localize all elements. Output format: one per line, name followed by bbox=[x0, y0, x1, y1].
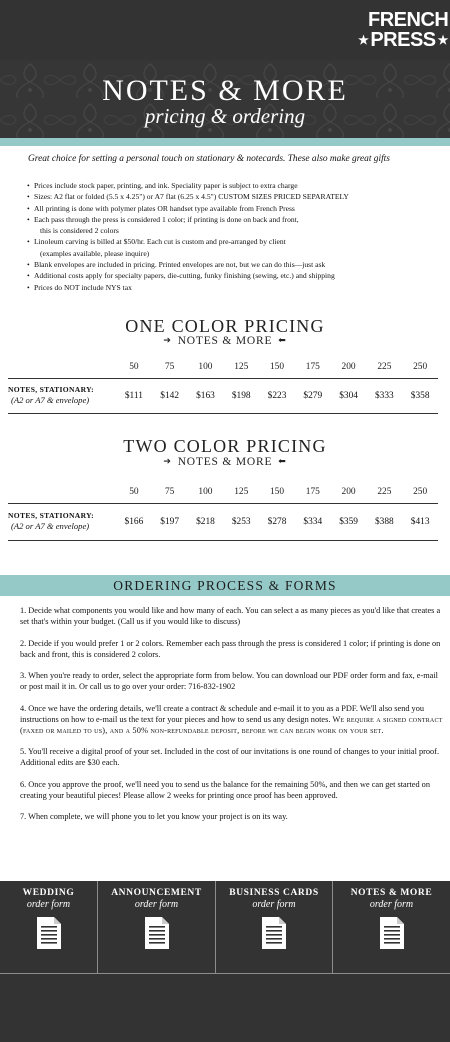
quantity-header: 50 bbox=[129, 487, 139, 497]
two-color-row-label bbox=[8, 510, 94, 532]
quantity-header: 225 bbox=[377, 487, 392, 497]
step-6: 6. Once you approve the proof, we'll need you to send us the balance for the remaining 50%, and then we can get started on creating your beautiful pieces! Please allow 2 weeks for printing once proof has been approved. bbox=[20, 779, 430, 800]
price-cell: $359 bbox=[339, 517, 358, 527]
quantity-header: 50 bbox=[129, 362, 139, 372]
table-rule bbox=[8, 540, 438, 541]
row-label-sub: (A2 or A7 & envelope) bbox=[11, 521, 90, 531]
list-item: • Prices include stock paper, printing, and ink. Speciality paper is subject to extra charge bbox=[27, 180, 443, 191]
quantity-header: 250 bbox=[413, 487, 428, 497]
form-name: BUSINESS CARDS bbox=[229, 888, 319, 898]
arrow-right-icon: ➔ bbox=[163, 336, 172, 346]
price-cell: $197 bbox=[160, 517, 180, 527]
logo-line-2: PRESS bbox=[370, 29, 436, 51]
header-banner bbox=[0, 0, 450, 138]
logo-line-1: FRENCH bbox=[368, 9, 449, 31]
list-item-continued: (examples available, please inquire) bbox=[40, 248, 150, 258]
ordering-title: ORDERING PROCESS & FORMS bbox=[0, 575, 450, 596]
quantity-header: 75 bbox=[164, 362, 175, 372]
two-color-title: TWO COLOR PRICING bbox=[123, 436, 327, 456]
two-color-quantities bbox=[116, 487, 438, 497]
details-list bbox=[27, 180, 443, 293]
french-press-logo bbox=[358, 9, 449, 51]
two-color-prices bbox=[116, 517, 438, 527]
price-cell: $388 bbox=[374, 517, 394, 527]
page-subtitle: pricing & ordering bbox=[144, 104, 306, 128]
quantity-header: 150 bbox=[269, 362, 285, 372]
table-rule bbox=[8, 413, 438, 414]
notes-and-more-order-form-link[interactable] bbox=[333, 881, 450, 973]
teal-divider bbox=[0, 138, 450, 146]
price-cell: $358 bbox=[410, 391, 430, 401]
price-cell: $333 bbox=[374, 391, 394, 401]
form-sub: order form bbox=[369, 899, 414, 910]
list-item: • Additional costs apply for specialty papers, die-cutting, funky finishing (sewing, etc.) and shipping bbox=[27, 270, 443, 281]
quantity-header: 100 bbox=[198, 487, 213, 497]
list-item: • Prices do NOT include NYS tax bbox=[27, 282, 443, 293]
document-icon bbox=[144, 916, 170, 950]
one-color-row-label bbox=[8, 384, 94, 406]
quantity-header: 250 bbox=[413, 362, 428, 372]
star-icon: ★ bbox=[437, 33, 448, 47]
list-item: • Blank envelopes are included in pricing. Printed envelopes are not, but we can do this—just ask bbox=[27, 259, 443, 270]
form-sub: order form bbox=[26, 899, 71, 910]
list-item-continued: this is considered 2 colors bbox=[40, 226, 119, 236]
form-name: NOTES & MORE bbox=[350, 888, 433, 898]
price-cell: $111 bbox=[124, 391, 143, 401]
order-forms-footer bbox=[0, 881, 450, 1042]
price-cell: $166 bbox=[124, 517, 144, 527]
arrow-right-icon: ➔ bbox=[163, 457, 172, 467]
two-color-subtitle-text: NOTES & MORE bbox=[177, 456, 273, 468]
arrow-left-icon: ⬅ bbox=[278, 336, 287, 346]
one-color-title: ONE COLOR PRICING bbox=[125, 316, 325, 336]
business-cards-order-form-link[interactable] bbox=[216, 881, 333, 973]
quantity-header: 125 bbox=[234, 487, 249, 497]
step-2: 2. Decide if you would prefer 1 or 2 colors. Remember each pass through the press is considered 1 color; if printing is done on back and front, this is considered 2 colors. bbox=[20, 638, 441, 659]
quantity-header: 175 bbox=[305, 487, 320, 497]
price-cell: $198 bbox=[231, 391, 251, 401]
document-icon bbox=[379, 916, 405, 950]
row-label-main: NOTES, STATIONARY: bbox=[8, 511, 95, 520]
ordering-steps bbox=[20, 605, 445, 833]
price-cell: $279 bbox=[303, 391, 323, 401]
quantity-header: 75 bbox=[164, 487, 175, 497]
quantity-header: 100 bbox=[198, 362, 213, 372]
step-5: 5. You'll receive a digital proof of your set. Included in the cost of our invitations is one round of changes to your initial proof. Additional edits are $30 each. bbox=[20, 747, 440, 767]
form-name: WEDDING bbox=[22, 888, 75, 898]
quantity-header: 200 bbox=[341, 487, 356, 497]
quantity-header: 200 bbox=[341, 362, 356, 372]
two-color-subtitle bbox=[0, 456, 450, 468]
quantity-header: 175 bbox=[305, 362, 320, 372]
one-color-prices bbox=[116, 391, 438, 401]
form-sub: order form bbox=[134, 899, 179, 910]
footer-divider bbox=[0, 973, 450, 974]
one-color-subtitle-text: NOTES & MORE bbox=[177, 335, 273, 347]
list-item: • Sizes: A2 flat or folded (5.5 x 4.25") or A7 flat (6.25 x 4.5") CUSTOM SIZES PRICED SEPARATELY bbox=[27, 191, 443, 202]
price-cell: $142 bbox=[160, 391, 180, 401]
order-form-links bbox=[0, 881, 450, 973]
form-sub: order form bbox=[252, 899, 296, 910]
step-4-requirement: We require a signed contract (faxed or mailed to us), and a 50% non-refundable deposit, before we can begin work on your set. bbox=[20, 714, 443, 735]
list-item: • All printing is done with polymer plates OR handset type available from French Press bbox=[27, 203, 443, 214]
quantity-header: 125 bbox=[234, 362, 249, 372]
list-item: • Linoleum carving is billed at $50/hr. Each cut is custom and pre-arranged by client bbox=[27, 236, 443, 247]
price-cell: $304 bbox=[339, 391, 358, 401]
one-color-subtitle bbox=[0, 335, 450, 347]
list-item: • Each pass through the press is considered 1 color; if printing is done on back and front, bbox=[27, 214, 443, 225]
star-icon: ★ bbox=[358, 33, 369, 47]
price-cell: $223 bbox=[267, 391, 287, 401]
quantity-header: 150 bbox=[269, 487, 285, 497]
document-icon bbox=[36, 916, 62, 950]
row-label-sub: (A2 or A7 & envelope) bbox=[11, 395, 90, 405]
price-cell: $163 bbox=[196, 391, 215, 401]
price-cell: $278 bbox=[267, 517, 287, 527]
document-icon bbox=[261, 916, 287, 950]
step-1: 1. Decide what components you would like and how many of each. You can select a as many pieces as you'd like that creates a set that's within your budget. (Call us if you would like to discuss) bbox=[20, 606, 441, 626]
table-rule bbox=[8, 378, 438, 379]
step-3: 3. When you're ready to order, select the appropriate form from below. You can download our PDF order form and fax, e-mail or post mail it in. Or call us to go over your order: 716-832-1902 bbox=[20, 671, 438, 691]
table-rule bbox=[8, 503, 438, 504]
price-cell: $334 bbox=[303, 517, 323, 527]
price-cell: $218 bbox=[196, 517, 215, 527]
quantity-header: 225 bbox=[377, 362, 392, 372]
price-cell: $253 bbox=[231, 517, 251, 527]
one-color-quantities bbox=[116, 362, 438, 372]
row-label-main: NOTES, STATIONARY: bbox=[8, 385, 95, 394]
page-title: NOTES & MORE bbox=[102, 74, 348, 107]
intro-text: Great choice for setting a personal touch on stationary & notecards. These also make great gifts bbox=[28, 154, 390, 164]
form-name: ANNOUNCEMENT bbox=[111, 888, 202, 898]
step-7: 7. When complete, we will phone you to let you know your project is on its way. bbox=[20, 812, 288, 821]
wedding-order-form-link[interactable] bbox=[0, 881, 98, 973]
step-4 bbox=[20, 703, 445, 736]
arrow-left-icon: ⬅ bbox=[278, 457, 287, 467]
announcement-order-form-link[interactable] bbox=[98, 881, 216, 973]
price-cell: $413 bbox=[410, 517, 430, 527]
step-4-text: 4. Once we have the ordering details, we'll create a contract & schedule and e-mail it to you as a PDF. We'll also send you instructions on how to e-mail us the text for your pieces and how to send us any design notes. bbox=[20, 703, 425, 724]
